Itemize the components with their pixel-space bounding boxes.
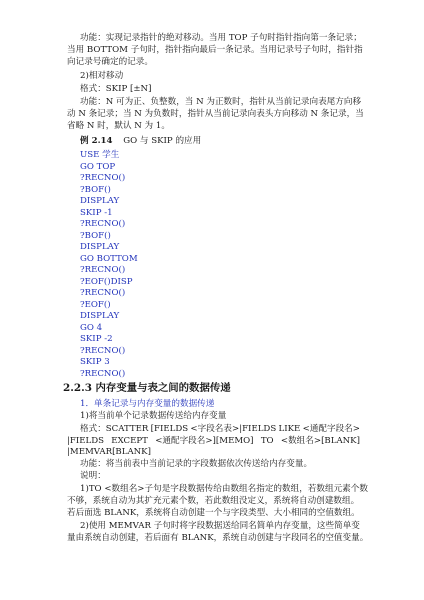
- code-line: ?RECNO(): [80, 265, 126, 275]
- format-line-justified: [80, 424, 360, 435]
- code-line: ?RECNO(): [80, 369, 126, 379]
- code-line: ?EOF(): [80, 300, 111, 310]
- code-line: ?BOF(): [80, 185, 111, 195]
- example-title: GO 与 SKIP 的应用: [123, 136, 202, 146]
- code-line: ?RECNO(): [80, 346, 126, 356]
- code-line: DISPLAY: [80, 196, 120, 206]
- note-line: 量由系统自动创建，若后面有 BLANK，系统自动创建与字段同名的空值变量。: [67, 533, 369, 543]
- code-line: ?RECNO(): [80, 173, 126, 183]
- paragraph-line: 功能：N 可为正、负整数，当 N 为正数时，指针从当前记录向表尾方向移: [80, 97, 362, 107]
- format-token: [FIELDS: [150, 424, 189, 434]
- code-line: ?RECNO(): [80, 288, 126, 298]
- format-token: |FIELDS: [67, 436, 105, 446]
- note-line: 2)使用 MEMVAR 子句时将字段数据送给同名简单内存变量，这些简单变: [80, 521, 360, 531]
- item-heading: 1)将当前单个记录数据传送给内存变量: [80, 411, 227, 421]
- code-line: DISPLAY: [80, 242, 120, 252]
- paragraph-line: 向记录号确定的记录。: [67, 57, 153, 67]
- code-line: SKIP -1: [80, 208, 113, 218]
- note-line: 1)TO <数组名>子句是字段数据传给由数组名指定的数组，若数组元素个数: [80, 484, 368, 494]
- format-token: <数组名>[BLANK]: [280, 436, 360, 446]
- code-line: GO 4: [80, 323, 103, 333]
- paragraph-line: 当用 BOTTOM 子句时，指针指向最后一条记录。当用记录号子句时，指针指: [67, 45, 363, 55]
- paragraph-line: 省略 N 时，默认 N 为 1。: [67, 121, 170, 131]
- example-label: 例 2.14: [80, 136, 113, 146]
- note-line: 若后面选 BLANK，系统将自动创建一个与字段类型、大小相同的空值数组。: [67, 508, 360, 518]
- format-line: 格式：SKIP [±N]: [80, 84, 152, 94]
- format-token: EXCEPT: [111, 436, 148, 446]
- code-line: ?RECNO(): [80, 219, 126, 229]
- code-line: USE 学生: [80, 150, 120, 160]
- format-line-end: |MEMVAR[BLANK]: [67, 447, 151, 457]
- code-line: DISPLAY: [80, 311, 120, 321]
- subheading-relative-move: 2)相对移动: [80, 71, 124, 81]
- code-line: ?BOF(): [80, 231, 111, 241]
- paragraph-line: 功能：实现记录指针的绝对移动。当用 TOP 子句时指针指向第一条记录；: [80, 33, 362, 43]
- format-token: 格式：SCATTER: [80, 424, 149, 434]
- paragraph-line: 动 N 条记录；当 N 为负数时，指针从当前记录向表头方向移动 N 条记录，当: [67, 109, 364, 119]
- format-line-justified: [67, 436, 360, 447]
- code-line: ?EOF()DISP: [80, 277, 133, 287]
- code-line: SKIP 3: [80, 357, 110, 367]
- format-token: LIKE: [278, 424, 301, 434]
- code-line: GO TOP: [80, 162, 116, 172]
- format-token: <通配字段名>][MEMO]: [155, 436, 254, 446]
- format-token: <字段名表>|FIELDS: [190, 424, 277, 434]
- section-heading: 2.2.3 内存变量与表之间的数据传递: [63, 382, 231, 394]
- format-token: TO: [260, 436, 274, 446]
- code-line: GO BOTTOM: [80, 254, 138, 264]
- function-line: 功能：将当前表中当前记录的字段数据依次传送给内存变量。: [80, 459, 313, 469]
- note-line: 不够，系统自动为其扩充元素个数，若此数组没定义，系统将自动创建数组。: [67, 496, 360, 506]
- explain-label: 说明：: [80, 471, 106, 481]
- code-line: SKIP -2: [80, 334, 113, 344]
- format-token: <通配字段名>: [302, 424, 360, 434]
- subsection-heading: 1．单条记录与内存变量的数据传递: [80, 399, 215, 409]
- example-caption: [80, 136, 201, 147]
